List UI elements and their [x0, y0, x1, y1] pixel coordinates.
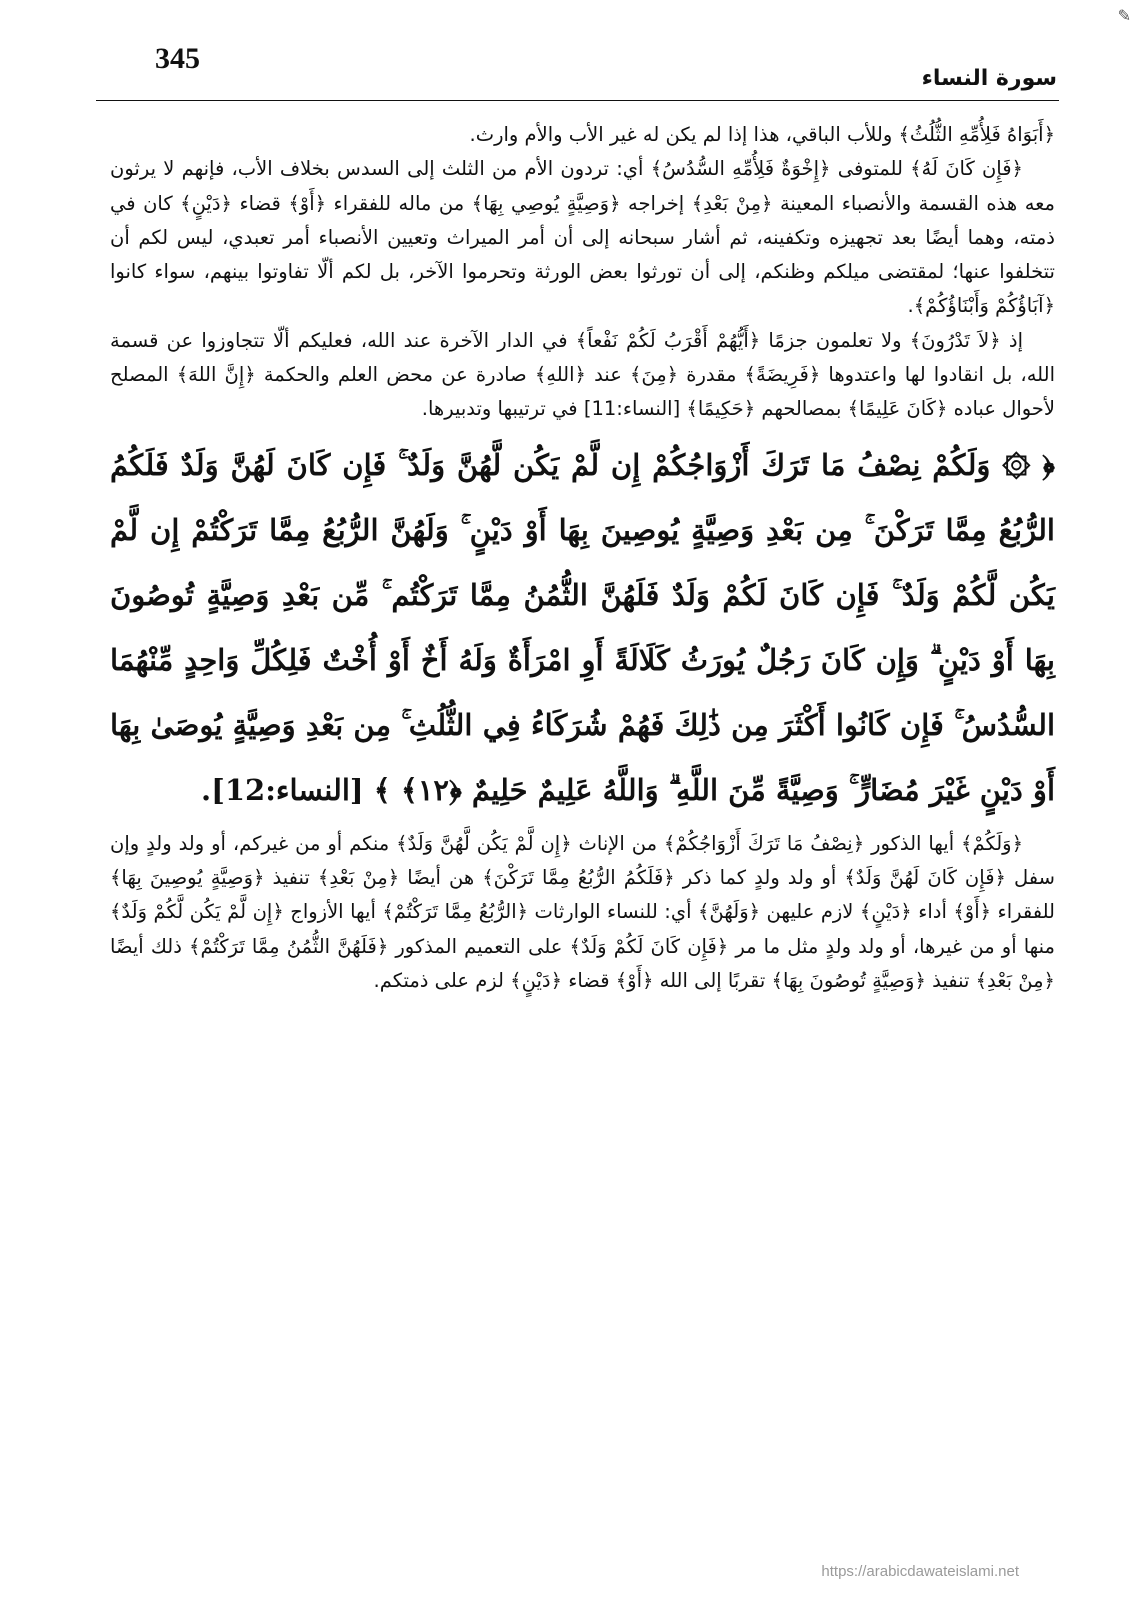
paragraph-4: ﴿وَلَكُمْ﴾ أيها الذكور ﴿نِصْفُ مَا تَرَكَ أَزْوَاجُكُمْ﴾ من الإناث ﴿إِن لَّمْ يَكُن لَّهُنَّ وَلَدٌ﴾ منكم أو من غيركم، أو ولد ولدٍ وإن سفل ﴿فَإِن كَانَ لَهُنَّ وَلَدٌ﴾ أو ولد ولدٍ كما ذكر ﴿فَلَكُمُ الرُّبُعُ مِمَّا تَرَكْنَ﴾ هن أيضًا ﴿مِنْ بَعْدِ﴾ تنفيذ ﴿وَصِيَّةٍ يُوصِينَ بِهَا﴾ للفقراء ﴿أَوْ﴾ أداء ﴿دَيْنٍ﴾ لازم عليهن ﴿وَلَهُنَّ﴾ أي: للنساء الوارثات ﴿الرُّبُعُ مِمَّا تَرَكْتُمْ﴾ أيها الأزواج ﴿إِن لَّمْ يَكُن لَّكُمْ وَلَدٌ﴾ منها أو من غيرها، أو ولد ولدٍ مثل ما مر ﴿فَإِن كَانَ لَكُمْ وَلَدٌ﴾ على التعميم المذكور ﴿فَلَهُنَّ الثُّمُنُ مِمَّا تَرَكْتُمْ﴾ ذلك أيضًا ﴿مِنْ بَعْدِ﴾ تنفيذ ﴿وَصِيَّةٍ تُوصُونَ بِهَا﴾ تقربًا إلى الله ﴿أَوْ﴾ قضاء ﴿دَيْنٍ﴾ لزم على ذمتكم.: [110, 831, 1055, 992]
watermark: https://arabicdawateislami.net: [821, 1563, 1019, 1580]
header-rule: [96, 100, 1059, 101]
surah-header: سورة النساء: [921, 66, 1057, 91]
page-body: [110, 118, 1055, 998]
paragraph-2: ﴿فَإِن كَانَ لَهُ﴾ للمتوفى ﴿إِخْوَةٌ فَلِأُمِّهِ السُّدُسُ﴾ أي: تردون الأم من الثلث إلى السدس بخلاف الأب، فإنهم لا يرثون معه هذه القسمة والأنصباء المعينة ﴿مِنْ بَعْدِ﴾ إخراجه ﴿وَصِيَّةٍ يُوصِي بِهَا﴾ من ماله للفقراء ﴿أَوْ﴾ قضاء ﴿دَيْنٍ﴾ كان في ذمته، وهما أيضًا بعد تجهيزه وتكفينه، ثم أشار سبحانه إلى أن أمر الميراث وتعيين الأنصباء أمر تعبدي، ليس لكم أن تتخلفوا عنها؛ لمقتضى ميلكم وظنكم، إلى أن تورثوا بعض الورثة وتحرموا الآخر، بل لكم ألّا تفاوتوا بينهم، سواء كانوا ﴿آبَاؤُكُمْ وَأَبْنَاؤُكُمْ﴾.: [110, 157, 1055, 318]
page-number: 345: [155, 42, 200, 75]
corner-mark: ✎: [1117, 6, 1131, 25]
paragraph-1: ﴿أَبَوَاهُ فَلِأُمِّهِ الثُّلُثُ﴾ وللأب الباقي، هذا إذا لم يكن له غير الأب والأم وارث.: [469, 123, 1055, 146]
quran-verse: ﴿ ۞ وَلَكُمْ نِصْفُ مَا تَرَكَ أَزْوَاجُكُمْ إِن لَّمْ يَكُن لَّهُنَّ وَلَدٌ ۚ فَإِن كَانَ لَهُنَّ وَلَدٌ فَلَكُمُ الرُّبُعُ مِمَّا تَرَكْنَ ۚ مِن بَعْدِ وَصِيَّةٍ يُوصِينَ بِهَا أَوْ دَيْنٍ ۚ وَلَهُنَّ الرُّبُعُ مِمَّا تَرَكْتُمْ إِن لَّمْ يَكُن لَّكُمْ وَلَدٌ ۚ فَإِن كَانَ لَكُمْ وَلَدٌ فَلَهُنَّ الثُّمُنُ مِمَّا تَرَكْتُم ۚ مِّن بَعْدِ وَصِيَّةٍ تُوصُونَ بِهَا أَوْ دَيْنٍ ۗ وَإِن كَانَ رَجُلٌ يُورَثُ كَلَالَةً أَوِ امْرَأَةٌ وَلَهُ أَخٌ أَوْ أُخْتٌ فَلِكُلِّ وَاحِدٍ مِّنْهُمَا السُّدُسُ ۚ فَإِن كَانُوا أَكْثَرَ مِن ذَٰلِكَ فَهُمْ شُرَكَاءُ فِي الثُّلُثِ ۚ مِن بَعْدِ وَصِيَّةٍ يُوصَىٰ بِهَا أَوْ دَيْنٍ غَيْرَ مُضَارٍّ ۚ وَصِيَّةً مِّنَ اللَّهِ ۗ وَاللَّهُ عَلِيمٌ حَلِيمٌ ﴿١٢﴾ ﴾ [النساء:12].: [110, 447, 1055, 807]
paragraph-3: إذ ﴿لاَ تَدْرُونَ﴾ ولا تعلمون جزمًا ﴿أَيُّهُمْ أَقْرَبُ لَكُمْ نَفْعاً﴾ في الدار الآخرة عند الله، فعليكم ألّا تتجاوزوا عن قسمة الله، بل انقادوا لها واعتدوها ﴿فَرِيضَةً﴾ مقدرة ﴿مِنَ﴾ عند ﴿اللهِ﴾ صادرة عن محض العلم والحكمة ﴿إِنَّ اللهَ﴾ المصلح لأحوال عباده ﴿كَانَ عَلِيمًا﴾ بمصالحهم ﴿حَكِيمًا﴾ [النساء:11] في ترتيبها وتدبيرها.: [110, 328, 1055, 421]
